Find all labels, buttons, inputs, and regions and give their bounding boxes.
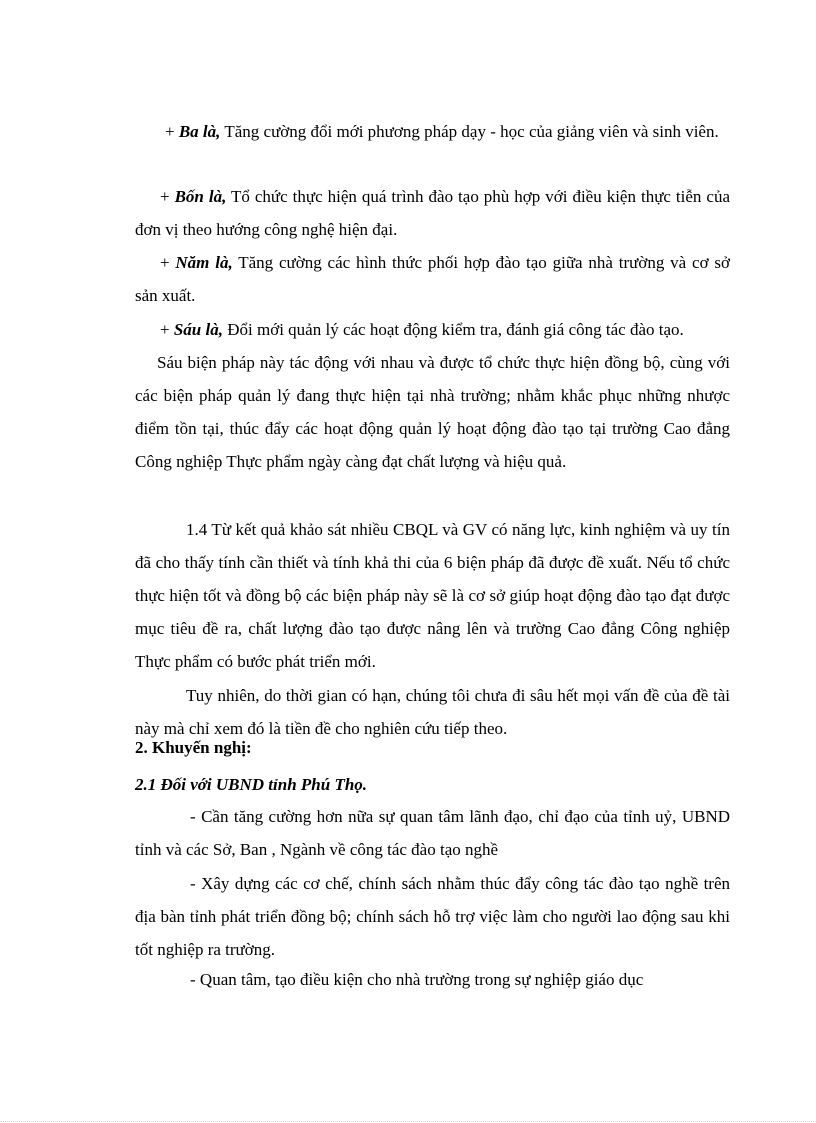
section-heading-khuyen-nghi: 2. Khuyến nghị:	[135, 738, 252, 757]
subsection-heading-ubnd: 2.1 Đối với UBND tỉnh Phú Thọ.	[135, 775, 368, 794]
lead-term: Năm là,	[175, 253, 233, 272]
bullet-prefix: +	[160, 253, 176, 272]
paragraph-summary: Sáu biện pháp này tác động với nhau và được tổ chức thực hiện đồng bộ, cùng với các biện pháp quản lý đang thực hiện tại nhà trường; nhằm khắc phục những nhược điểm tồn tại, thúc đẩy các hoạt động quản lý hoạt động đào tạo tại trường Cao đẳng Công nghiệp Thực phẩm ngày càng đạt chất lượng và hiệu quả.	[135, 353, 730, 471]
lead-term: Sáu là,	[173, 320, 223, 339]
paragraph-conclusion-1-4: 1.4 Từ kết quả khảo sát nhiều CBQL và GV có năng lực, kinh nghiệm và uy tín đã cho thấy tính cần thiết và tính khả thi của 6 biện pháp đã được đề xuất. Nếu tổ chức thực hiện tốt và đồng bộ các biện pháp này sẽ là cơ sở giúp hoạt động đào tạo đạt được mục tiêu đề ra, chất lượng đào tạo được nâng lên và trường Cao đẳng Công nghiệp Thực phẩm có bước phát triển mới.	[135, 520, 730, 671]
paragraph-text: Đổi mới quản lý các hoạt động kiểm tra, đánh giá công tác đào tạo.	[222, 320, 684, 339]
page-bottom-rule	[0, 1121, 816, 1122]
paragraph-limitation: Tuy nhiên, do thời gian có hạn, chúng tôi chưa đi sâu hết mọi vấn đề của đề tài này mà chỉ xem đó là tiền đề cho nghiên cứu tiếp theo.	[135, 686, 730, 738]
paragraph-text: Tăng cường các hình thức phối hợp đào tạo giữa nhà trường và cơ sở sản xuất.	[135, 253, 730, 305]
paragraph-text: Tổ chức thực hiện quá trình đào tạo phù hợp với điều kiện thực tiễn của đơn vị theo hướng công nghệ hiện đại.	[135, 187, 730, 239]
paragraph-ba-la	[135, 115, 730, 148]
paragraph-recommendation-1: - Cần tăng cường hơn nữa sự quan tâm lãnh đạo, chỉ đạo của tỉnh uỷ, UBND tỉnh và các Sở, Ban , Ngành về công tác đào tạo nghề	[135, 807, 730, 859]
lead-term: Bốn là,	[174, 187, 227, 206]
paragraph-nam-la	[135, 246, 730, 312]
paragraph-recommendation-2: - Xây dựng các cơ chế, chính sách nhằm thúc đẩy công tác đào tạo nghề trên địa bàn tỉnh phát triển đồng bộ; chính sách hỗ trợ việc làm cho người lao động sau khi tốt nghiệp ra trường.	[135, 874, 730, 959]
lead-term: Ba là,	[178, 122, 221, 141]
bullet-prefix: +	[165, 122, 179, 141]
paragraph-text: Tăng cường đổi mới phương pháp dạy - học của giảng viên và sinh viên.	[220, 122, 719, 141]
paragraph-sau-la	[135, 313, 730, 346]
bullet-prefix: +	[160, 320, 174, 339]
paragraph-recommendation-3: - Quan tâm, tạo điều kiện cho nhà trường trong sự nghiệp giáo dục	[190, 970, 644, 989]
paragraph-bon-la	[135, 180, 730, 246]
bullet-prefix: +	[160, 187, 175, 206]
